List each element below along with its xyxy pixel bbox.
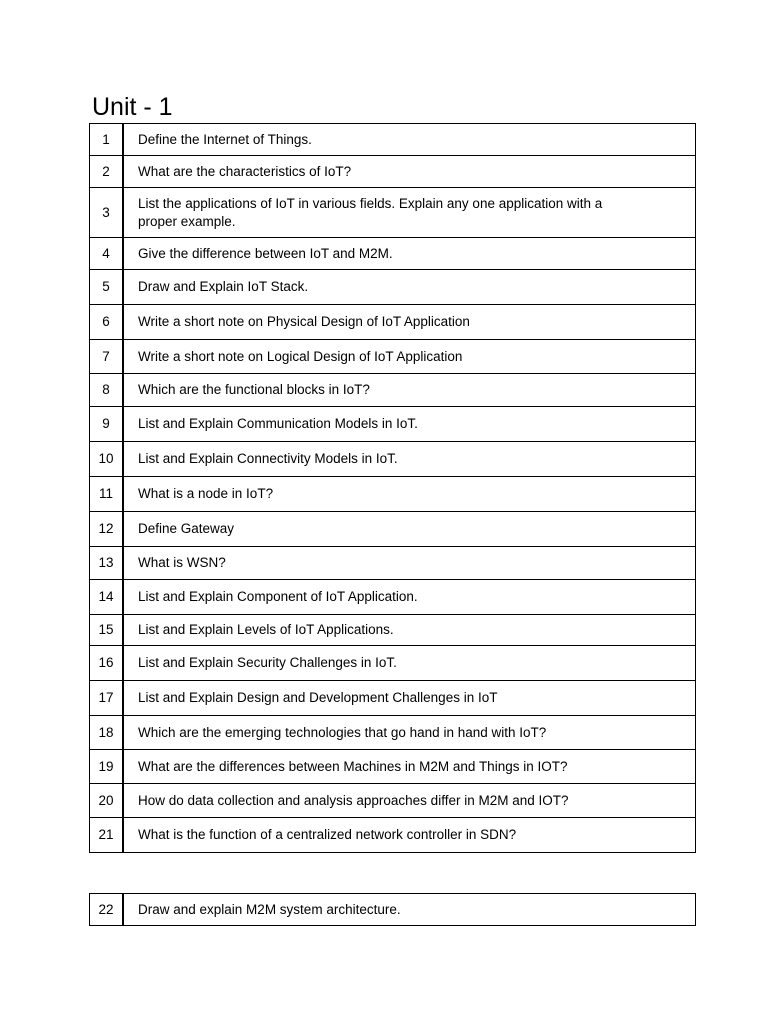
question-text: Which are the emerging technologies that go hand in hand with IoT? (123, 716, 696, 750)
table-row (90, 477, 696, 512)
question-number: 13 (90, 547, 124, 580)
table-row (90, 580, 696, 615)
question-number: 14 (90, 580, 124, 615)
table-row (90, 238, 696, 270)
extra-questions-table-body (90, 894, 696, 926)
question-text: Write a short note on Physical Design of IoT Application (123, 305, 696, 340)
question-text: What is WSN? (123, 547, 696, 580)
table-row (90, 784, 696, 818)
question-number: 18 (90, 716, 124, 750)
table-row (90, 305, 696, 340)
question-number: 19 (90, 750, 124, 784)
question-number: 8 (90, 374, 124, 407)
table-row (90, 270, 696, 305)
question-number: 17 (90, 681, 124, 716)
table-row (90, 340, 696, 374)
table-row (90, 124, 696, 156)
question-number: 4 (90, 238, 124, 270)
question-text: Define the Internet of Things. (123, 124, 696, 156)
table-row (90, 894, 696, 926)
question-text: What is the function of a centralized network controller in SDN? (123, 818, 696, 853)
question-number: 15 (90, 615, 124, 646)
table-row (90, 646, 696, 681)
question-text: List and Explain Design and Development Challenges in IoT (123, 681, 696, 716)
table-row (90, 374, 696, 407)
question-number: 1 (90, 124, 124, 156)
question-text: List the applications of IoT in various fields. Explain any one application with a proper example. (123, 188, 696, 238)
questions-table-body (90, 124, 696, 853)
question-text: What are the characteristics of IoT? (123, 156, 696, 188)
table-row (90, 442, 696, 477)
table-row (90, 188, 696, 238)
question-text: Define Gateway (123, 512, 696, 547)
question-number: 6 (90, 305, 124, 340)
question-text: List and Explain Communication Models in IoT. (123, 407, 696, 442)
question-text: List and Explain Security Challenges in IoT. (123, 646, 696, 681)
table-row (90, 615, 696, 646)
question-number: 11 (90, 477, 124, 512)
question-text: List and Explain Connectivity Models in IoT. (123, 442, 696, 477)
question-number: 10 (90, 442, 124, 477)
table-row (90, 681, 696, 716)
question-text: What are the differences between Machines in M2M and Things in IOT? (123, 750, 696, 784)
table-row (90, 407, 696, 442)
question-number: 21 (90, 818, 124, 853)
extra-questions-table (89, 893, 696, 926)
questions-table (89, 123, 696, 853)
question-text: Draw and Explain IoT Stack. (123, 270, 696, 305)
question-text: What is a node in IoT? (123, 477, 696, 512)
page-title: Unit - 1 (92, 93, 173, 121)
question-number: 22 (90, 894, 124, 926)
question-text: List and Explain Component of IoT Application. (123, 580, 696, 615)
question-text: Write a short note on Logical Design of IoT Application (123, 340, 696, 374)
table-row (90, 512, 696, 547)
question-number: 7 (90, 340, 124, 374)
question-text: Which are the functional blocks in IoT? (123, 374, 696, 407)
question-number: 3 (90, 188, 124, 238)
question-number: 16 (90, 646, 124, 681)
question-text: List and Explain Levels of IoT Applications. (123, 615, 696, 646)
question-number: 9 (90, 407, 124, 442)
table-row (90, 156, 696, 188)
table-row (90, 716, 696, 750)
question-number: 5 (90, 270, 124, 305)
question-text: Draw and explain M2M system architecture. (123, 894, 696, 926)
table-row (90, 750, 696, 784)
question-number: 20 (90, 784, 124, 818)
table-row (90, 547, 696, 580)
question-number: 2 (90, 156, 124, 188)
question-number: 12 (90, 512, 124, 547)
table-row (90, 818, 696, 853)
question-text: Give the difference between IoT and M2M. (123, 238, 696, 270)
question-text: How do data collection and analysis approaches differ in M2M and IOT? (123, 784, 696, 818)
